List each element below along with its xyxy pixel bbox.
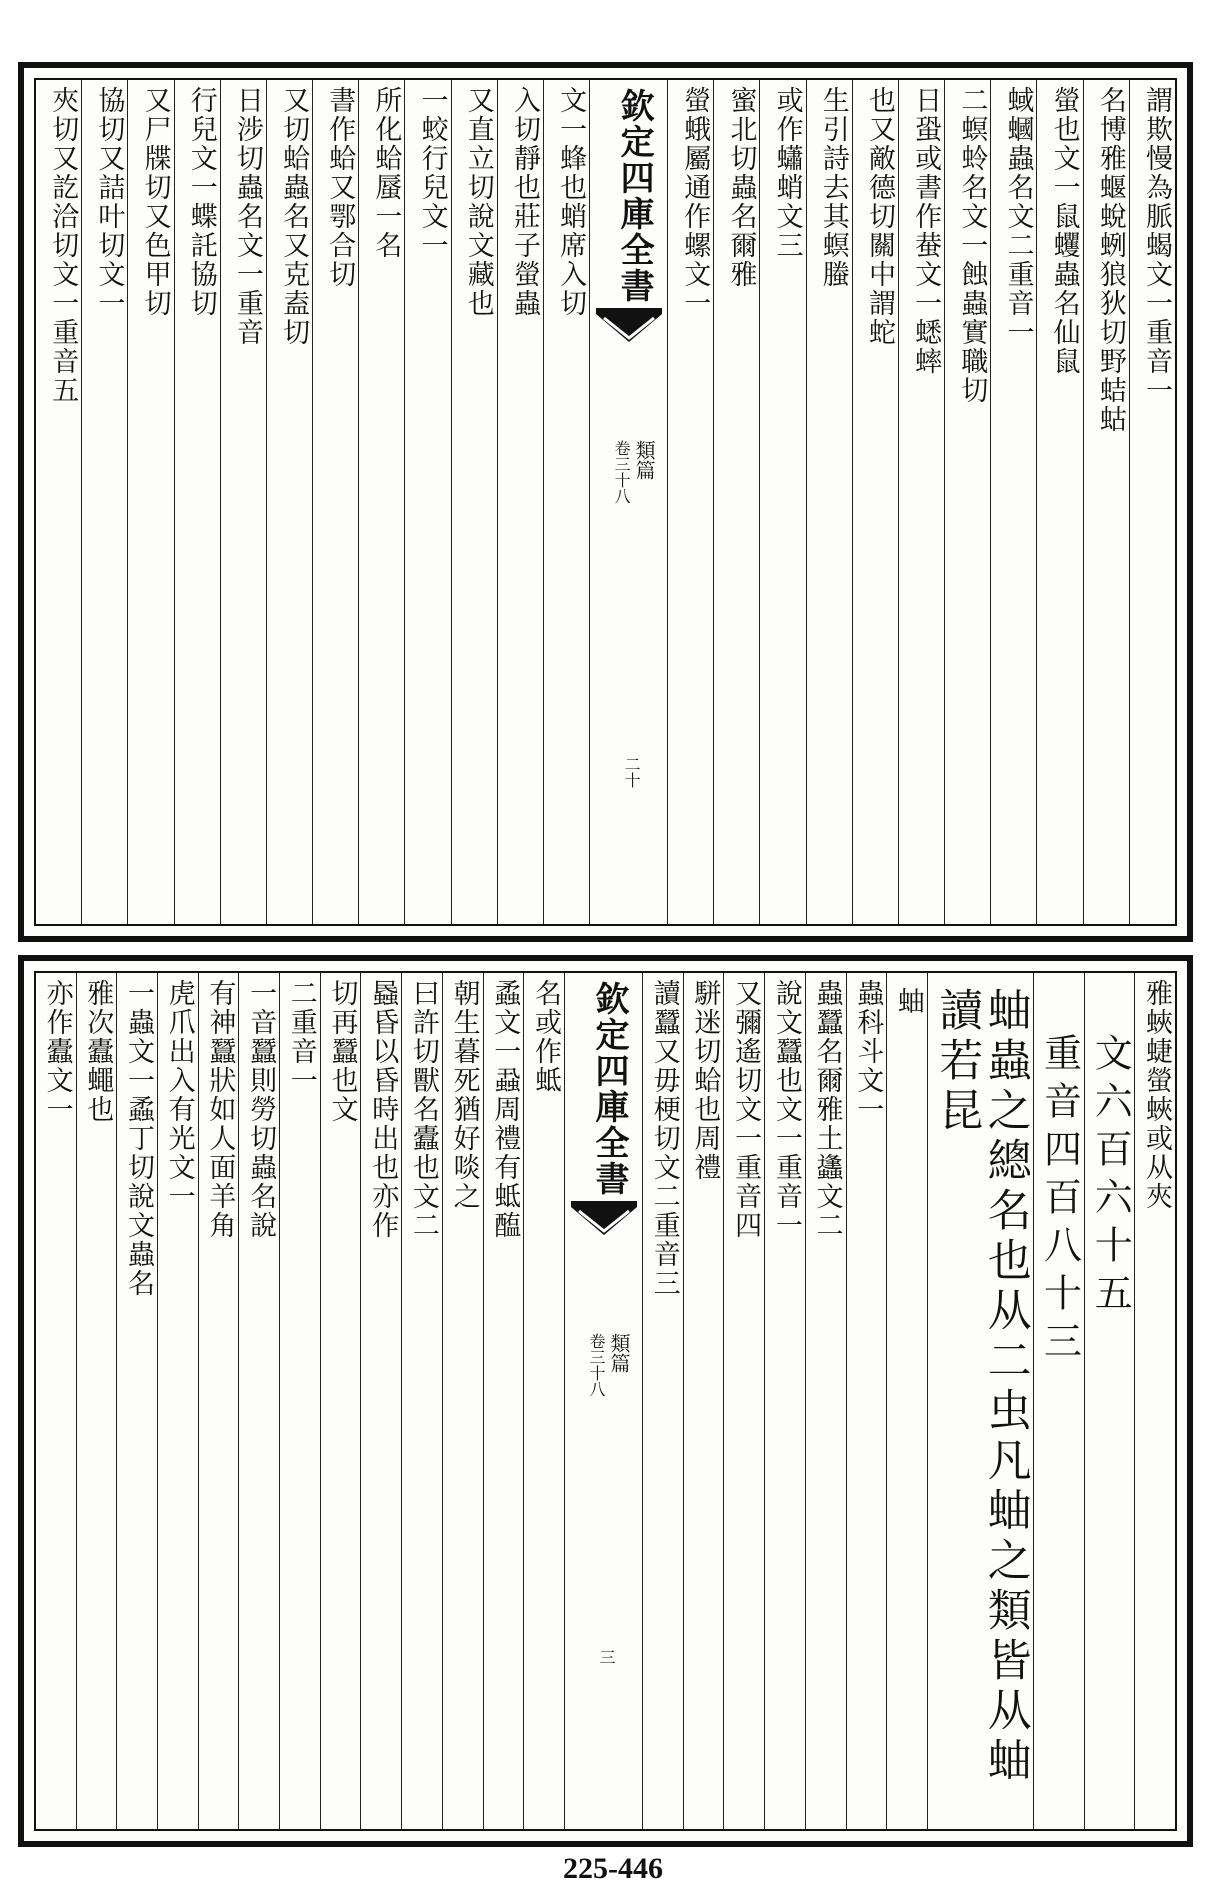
text-column: 生引詩去其螟螣 [806, 80, 852, 924]
text-column: 螢也文一鼠蠼蟲名仙鼠 [1036, 80, 1082, 924]
top-columns [36, 80, 1175, 924]
text-column: 又彌遙切文一重音四 [723, 973, 764, 1829]
text-column: 夾切又訖洽切文一重音五 [47, 86, 79, 405]
center-fold-column [564, 973, 642, 1829]
text-column: 所化蛤蜃一名 [358, 80, 404, 924]
bottom-page-panel [18, 955, 1193, 1847]
text-column: 日蛩或書作蛬文一蟋蟀 [898, 80, 944, 924]
top-page-frame [34, 78, 1177, 926]
text-column: 名或作蚳 [523, 973, 564, 1829]
section-label: 類篇 [632, 440, 657, 480]
text-column: 蟁昏以昏時出也亦作 [360, 973, 401, 1829]
text-column: 有神蠶狀如人面羊角 [198, 973, 239, 1829]
text-column: 曰許切獸名蠹也文二 [401, 973, 442, 1829]
bottom-columns [36, 973, 1175, 1829]
repeat-sounds-line: 重音四百八十三 [1033, 973, 1084, 1829]
text-column: 雅次蠹蠅也 [76, 973, 117, 1829]
center-fold-column [589, 80, 667, 924]
text-column: 文一蜂也蛸席入切 [543, 80, 589, 924]
text-column: 謂欺慢為脈蝎文一重音一 [1129, 80, 1175, 924]
text-column: 又尸牒切又色甲切 [127, 80, 173, 924]
text-column: 駢迷切蛤也周禮 [683, 973, 724, 1829]
text-column: 一蟲文一蟊丁切說文蟲名 [116, 973, 157, 1829]
bottom-page-frame [34, 971, 1177, 1831]
book-title: 欽定四庫全書 [589, 981, 629, 1197]
page-number: 225-446 [563, 1852, 663, 1885]
top-page-panel [18, 62, 1193, 942]
book-title: 欽定四庫全書 [614, 88, 655, 304]
text-column: 一音蠶則勞切蟲名說 [238, 973, 279, 1829]
text-column: 說文蠶也文一重音一 [764, 973, 805, 1829]
text-column: 行兒文一蝶託協切 [174, 80, 220, 924]
text-column: 蚰 [886, 973, 927, 1829]
text-column: 亦作蠹文一 [41, 979, 73, 1124]
text-column: 蟲科斗文一 [846, 973, 887, 1829]
text-column: 雅蛺蜨螢蛺或从夾 [1134, 973, 1175, 1829]
fishtail-ornament-icon [596, 308, 662, 346]
text-column: 日涉切蟲名文一重音 [220, 80, 266, 924]
text-column: 蟲蠶名爾雅土蠭文二 [805, 973, 846, 1829]
juan-label: 卷三十八 [587, 1333, 606, 1397]
leaf-number: 三 [597, 1649, 616, 1665]
total-characters-line: 文六百六十五 [1084, 973, 1135, 1829]
section-label: 類篇 [607, 1333, 631, 1373]
leaf-number: 二十 [622, 756, 642, 788]
text-column: 二重音一 [279, 973, 320, 1829]
text-column: 或作蠨蛸文三 [759, 80, 805, 924]
text-column: 書作蛤又鄂合切 [312, 80, 358, 924]
text-column: 又切蛤蟲名又克盍切 [266, 80, 312, 924]
text-column: 蜜北切蟲名爾雅 [713, 80, 759, 924]
text-column: 虎爪出入有光文一 [157, 973, 198, 1829]
text-column: 一蛟行兒文一 [404, 80, 450, 924]
text-column: 切再蠶也文 [320, 973, 361, 1829]
text-column: 入切靜也莊子螢蟲 [497, 80, 543, 924]
text-column: 蟊文一蝨周禮有蚳醢 [483, 973, 524, 1829]
radical-summary-line: 蚰蟲之總名也从二虫凡蚰之類皆从蚰讀若昆 [927, 973, 1033, 1829]
text-column: 螢蛾屬通作螺文一 [667, 80, 713, 924]
fishtail-ornament-icon [571, 1201, 637, 1239]
text-column: 二螟蛉名文一蝕蟲實職切 [944, 80, 990, 924]
juan-label: 卷三十八 [612, 440, 632, 504]
text-column: 也又敵德切關中謂蛇 [852, 80, 898, 924]
text-column: 又直立切說文藏也 [451, 80, 497, 924]
text-column: 朝生暮死猶好啖之 [442, 973, 483, 1829]
text-column: 蜮蟈蟲名文二重音一 [990, 80, 1036, 924]
text-column: 協切又詰叶切文一 [81, 80, 127, 924]
text-column: 讀蠶又毋梗切文二重音三 [642, 973, 683, 1829]
text-column: 名博雅蝘蛻蛚狼狄切野蛣蛄 [1083, 80, 1129, 924]
